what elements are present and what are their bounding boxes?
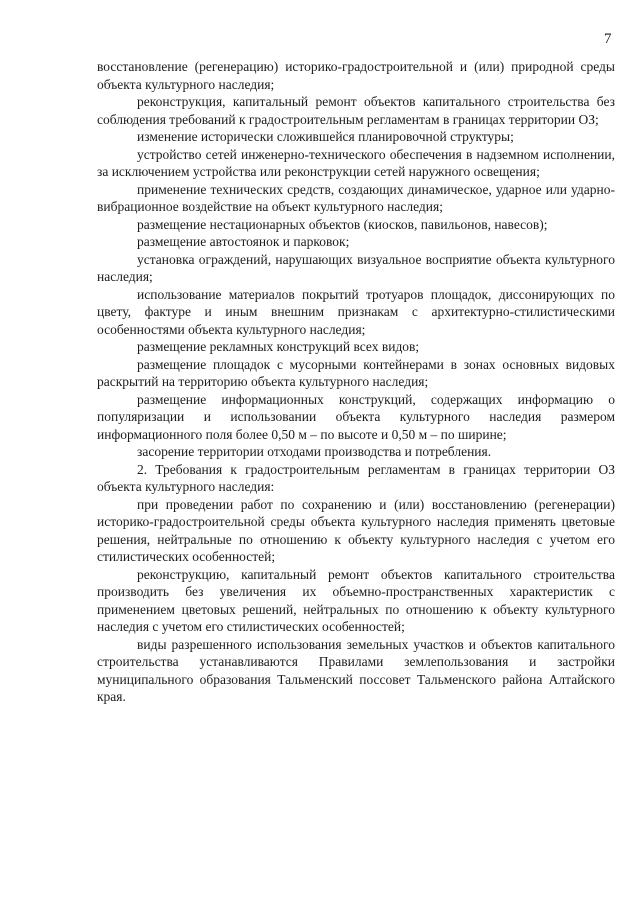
paragraph: восстановление (регенерацию) историко-градостроительной и (или) природной среды объекта культурного наследия; bbox=[97, 59, 615, 92]
paragraph: размещение информационных конструкций, содержащих информацию о популяризации и использовании объекта культурного наследия размером информационного поля более 0,50 м – по высоте и 0,50 м – по ширине; bbox=[97, 391, 615, 442]
paragraph: устройство сетей инженерно-технического обеспечения в надземном исполнении, за исключением устройства или реконструкции сетей наружного освещения; bbox=[97, 146, 615, 179]
paragraph: реконструкция, капитальный ремонт объектов капитального строительства без соблюдения требований к градостроительным регламентам в границах территории ОЗ; bbox=[97, 94, 615, 127]
paragraph: виды разрешенного использования земельных участков и объектов капитального строительства устанавливаются Правилами землепользования и застройки муниципального образования Тальменский поссовет Тальменского района Алтайского края. bbox=[97, 636, 615, 704]
paragraph: размещение автостоянок и парковок; bbox=[137, 234, 350, 249]
document-body bbox=[97, 58, 615, 706]
paragraph: установка ограждений, нарушающих визуальное восприятие объекта культурного наследия; bbox=[97, 251, 615, 284]
paragraph: реконструкцию, капитальный ремонт объектов капитального строительства производить без увеличения их объемно-пространственных характеристик с применением цветовых решений, нейтральных по отношению к объекту культурного наследия с учетом его стилистических особенностей; bbox=[97, 566, 615, 634]
paragraph: размещение площадок с мусорными контейнерами в зонах основных видовых раскрытий на территорию объекта культурного наследия; bbox=[97, 356, 615, 389]
paragraph: при проведении работ по сохранению и (или) восстановлению (регенерации) историко-градостроительной среды объекта культурного наследия применять цветовые решения, нейтральные по отношению к объекту культурного наследия с учетом его стилистических особенностей; bbox=[97, 496, 615, 564]
paragraph: изменение исторически сложившейся планировочной структуры; bbox=[137, 129, 514, 144]
paragraph: использование материалов покрытий тротуаров площадок, диссонирующих по цвету, фактуре и иным внешним признакам с архитектурно-стилистическими особенностями объекта культурного наследия; bbox=[97, 286, 615, 337]
paragraph: засорение территории отходами производства и потребления. bbox=[137, 444, 492, 459]
paragraph: размещение рекламных конструкций всех видов; bbox=[137, 339, 420, 354]
paragraph: размещение нестационарных объектов (киосков, павильонов, навесов); bbox=[137, 216, 548, 232]
page-number: 7 bbox=[604, 31, 612, 47]
paragraph: применение технических средств, создающих динамическое, ударное или ударно-вибрационное воздействие на объект культурного наследия; bbox=[97, 181, 615, 214]
section-heading-paragraph: 2. Требования к градостроительным регламентам в границах территории ОЗ объекта культурного наследия: bbox=[97, 461, 615, 494]
